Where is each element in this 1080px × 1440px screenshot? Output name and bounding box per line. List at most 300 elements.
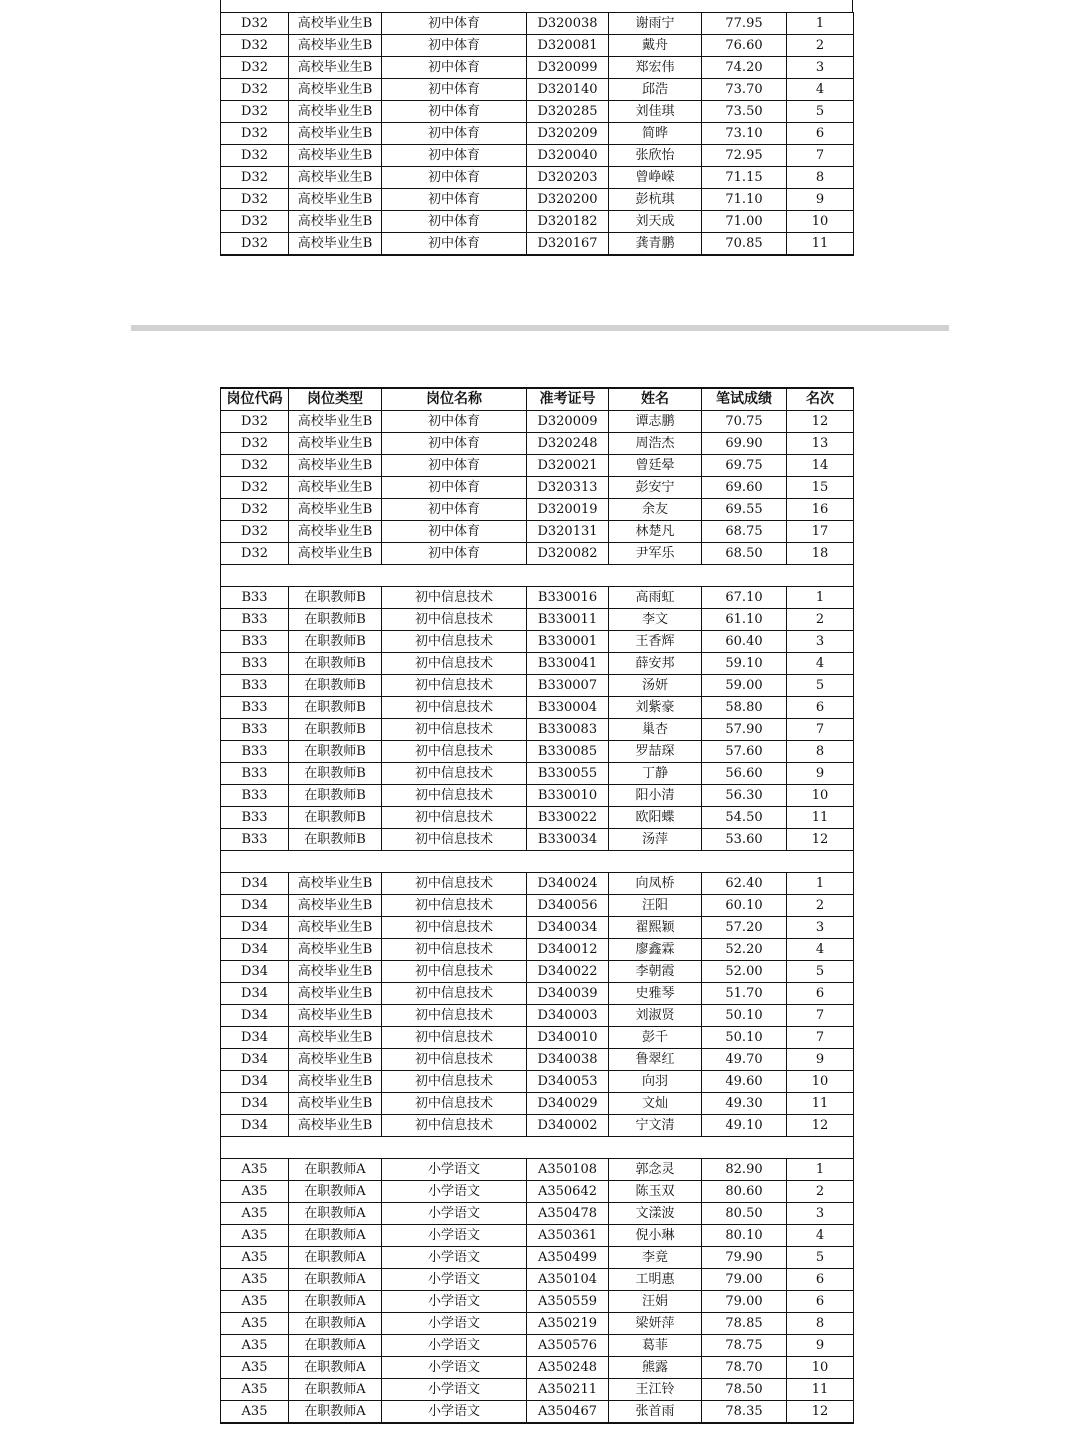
- cell-exam-number: D320040: [527, 145, 609, 167]
- table-row: [221, 145, 854, 167]
- cell-written-score: 69.55: [702, 499, 787, 521]
- cell-exam-number: A350478: [527, 1203, 609, 1225]
- cell-exam-number: D340056: [527, 895, 609, 917]
- cell-rank: 3: [787, 57, 854, 79]
- cell-position-type: 高校毕业生B: [289, 1071, 382, 1093]
- cell-written-score: 79.00: [702, 1291, 787, 1313]
- cell-name: 李文: [609, 609, 702, 631]
- cell-position-code: B33: [221, 653, 289, 675]
- cell-position-type: 高校毕业生B: [289, 433, 382, 455]
- cell-rank: 11: [787, 1379, 854, 1401]
- table-row: [221, 1181, 854, 1203]
- cell-written-score: 76.60: [702, 35, 787, 57]
- cell-exam-number: D320182: [527, 211, 609, 233]
- cell-exam-number: A350219: [527, 1313, 609, 1335]
- table-row: [221, 741, 854, 763]
- cell-exam-number: A350211: [527, 1379, 609, 1401]
- cell-rank: 1: [787, 587, 854, 609]
- cell-position-name: 小学语文: [382, 1291, 527, 1313]
- cell-position-type: 高校毕业生B: [289, 1049, 382, 1071]
- cell-position-code: D32: [221, 167, 289, 189]
- cell-position-type: 高校毕业生B: [289, 57, 382, 79]
- cell-exam-number: B330083: [527, 719, 609, 741]
- header-position-type: 岗位类型: [289, 388, 382, 411]
- cell-exam-number: D320140: [527, 79, 609, 101]
- table-row: [221, 1203, 854, 1225]
- table-row: [221, 433, 854, 455]
- cell-rank: 10: [787, 211, 854, 233]
- cell-rank: 18: [787, 543, 854, 565]
- cell-written-score: 79.90: [702, 1247, 787, 1269]
- cell-name: 曾峥嵘: [609, 167, 702, 189]
- cell-position-name: 初中体育: [382, 57, 527, 79]
- cell-name: 陈玉双: [609, 1181, 702, 1203]
- cell-written-score: 69.60: [702, 477, 787, 499]
- cell-position-type: 在职教师B: [289, 719, 382, 741]
- cell-exam-number: D340003: [527, 1005, 609, 1027]
- cell-position-type: 高校毕业生B: [289, 13, 382, 35]
- cell-rank: 6: [787, 1291, 854, 1313]
- cell-written-score: 57.20: [702, 917, 787, 939]
- cell-position-type: 高校毕业生B: [289, 1005, 382, 1027]
- cell-position-code: B33: [221, 675, 289, 697]
- table-row: [221, 1379, 854, 1401]
- cell-position-type: 在职教师A: [289, 1269, 382, 1291]
- table-row: [221, 521, 854, 543]
- table-row: [221, 1313, 854, 1335]
- cell-position-name: 初中信息技术: [382, 1005, 527, 1027]
- cell-written-score: 68.50: [702, 543, 787, 565]
- cell-exam-number: D340024: [527, 873, 609, 895]
- cell-rank: 6: [787, 1269, 854, 1291]
- table-row: [221, 675, 854, 697]
- cell-position-code: D32: [221, 433, 289, 455]
- cell-exam-number: A350559: [527, 1291, 609, 1313]
- cell-position-type: 高校毕业生B: [289, 79, 382, 101]
- cell-position-type: 在职教师A: [289, 1357, 382, 1379]
- cell-exam-number: D340002: [527, 1115, 609, 1137]
- cell-rank: 13: [787, 433, 854, 455]
- cell-name: 汤妍: [609, 675, 702, 697]
- cell-position-name: 初中信息技术: [382, 961, 527, 983]
- cell-position-name: 初中体育: [382, 189, 527, 211]
- cell-position-name: 小学语文: [382, 1269, 527, 1291]
- cell-written-score: 51.70: [702, 983, 787, 1005]
- table-row: [221, 455, 854, 477]
- cell-exam-number: B330010: [527, 785, 609, 807]
- cell-rank: 17: [787, 521, 854, 543]
- cell-written-score: 60.40: [702, 631, 787, 653]
- cell-rank: 9: [787, 763, 854, 785]
- cell-exam-number: B330004: [527, 697, 609, 719]
- cell-position-code: D32: [221, 57, 289, 79]
- top-table-continuation: [220, 0, 853, 12]
- cell-position-name: 初中信息技术: [382, 741, 527, 763]
- cell-position-code: B33: [221, 807, 289, 829]
- table-row: [221, 57, 854, 79]
- header-position-code: 岗位代码: [221, 388, 289, 411]
- cell-name: 刘天成: [609, 211, 702, 233]
- cell-name: 廖鑫霖: [609, 939, 702, 961]
- table-row: [221, 477, 854, 499]
- cell-rank: 10: [787, 785, 854, 807]
- cell-name: 史雅琴: [609, 983, 702, 1005]
- table-row: [221, 1093, 854, 1115]
- cell-rank: 16: [787, 499, 854, 521]
- cell-position-name: 小学语文: [382, 1203, 527, 1225]
- table-row: [221, 1357, 854, 1379]
- table-row: [221, 697, 854, 719]
- cell-position-code: A35: [221, 1159, 289, 1181]
- cell-position-name: 小学语文: [382, 1401, 527, 1424]
- cell-position-type: 在职教师B: [289, 807, 382, 829]
- cell-position-code: B33: [221, 697, 289, 719]
- cell-rank: 2: [787, 1181, 854, 1203]
- cell-position-type: 高校毕业生B: [289, 35, 382, 57]
- cell-position-type: 高校毕业生B: [289, 521, 382, 543]
- cell-rank: 7: [787, 1027, 854, 1049]
- table-row: [221, 785, 854, 807]
- cell-rank: 10: [787, 1071, 854, 1093]
- cell-name: 王江铃: [609, 1379, 702, 1401]
- cell-position-code: B33: [221, 609, 289, 631]
- cell-exam-number: A350467: [527, 1401, 609, 1424]
- cell-position-type: 在职教师B: [289, 631, 382, 653]
- cell-name: 王香辉: [609, 631, 702, 653]
- table-row: [221, 1049, 854, 1071]
- cell-exam-number: A350576: [527, 1335, 609, 1357]
- cell-name: 文漾波: [609, 1203, 702, 1225]
- cell-position-type: 在职教师B: [289, 587, 382, 609]
- cell-name: 林楚凡: [609, 521, 702, 543]
- cell-exam-number: B330011: [527, 609, 609, 631]
- cell-written-score: 71.00: [702, 211, 787, 233]
- cell-name: 张欣怡: [609, 145, 702, 167]
- cell-position-type: 在职教师B: [289, 829, 382, 851]
- table-row: [221, 1247, 854, 1269]
- cell-written-score: 69.75: [702, 455, 787, 477]
- table-row: [221, 1269, 854, 1291]
- cell-position-name: 小学语文: [382, 1313, 527, 1335]
- cell-position-name: 小学语文: [382, 1357, 527, 1379]
- cell-name: 曾廷晕: [609, 455, 702, 477]
- cell-name: 周浩杰: [609, 433, 702, 455]
- cell-position-code: B33: [221, 785, 289, 807]
- cell-position-code: D34: [221, 917, 289, 939]
- cell-exam-number: D320082: [527, 543, 609, 565]
- cell-position-code: D32: [221, 521, 289, 543]
- cell-position-name: 初中体育: [382, 101, 527, 123]
- table-row: [221, 13, 854, 35]
- cell-rank: 2: [787, 895, 854, 917]
- table-row: [221, 1005, 854, 1027]
- cell-exam-number: B330055: [527, 763, 609, 785]
- cell-name: 丁静: [609, 763, 702, 785]
- table-row: [221, 653, 854, 675]
- cell-position-name: 小学语文: [382, 1181, 527, 1203]
- cell-position-type: 在职教师A: [289, 1401, 382, 1424]
- cell-position-name: 初中信息技术: [382, 1071, 527, 1093]
- cell-rank: 1: [787, 13, 854, 35]
- cell-position-name: 初中信息技术: [382, 675, 527, 697]
- cell-position-type: 高校毕业生B: [289, 189, 382, 211]
- header-rank: 名次: [787, 388, 854, 411]
- cell-rank: 11: [787, 807, 854, 829]
- cell-name: 工明惠: [609, 1269, 702, 1291]
- cell-rank: 8: [787, 1313, 854, 1335]
- table-row: [221, 873, 854, 895]
- cell-name: 谢雨宁: [609, 13, 702, 35]
- table-row: [221, 233, 854, 256]
- empty-cell: [221, 1137, 854, 1159]
- cell-rank: 6: [787, 697, 854, 719]
- cell-written-score: 54.50: [702, 807, 787, 829]
- cell-exam-number: D320200: [527, 189, 609, 211]
- cell-written-score: 73.50: [702, 101, 787, 123]
- cell-position-type: 在职教师A: [289, 1181, 382, 1203]
- cell-rank: 4: [787, 653, 854, 675]
- table-row: [221, 101, 854, 123]
- table-row: [221, 1291, 854, 1313]
- table-row: [221, 411, 854, 433]
- table-row: [221, 631, 854, 653]
- cell-rank: 11: [787, 1093, 854, 1115]
- cell-position-name: 小学语文: [382, 1247, 527, 1269]
- cell-rank: 1: [787, 1159, 854, 1181]
- cell-position-name: 初中信息技术: [382, 917, 527, 939]
- table-row: [221, 35, 854, 57]
- cell-position-name: 初中体育: [382, 35, 527, 57]
- cell-position-name: 初中信息技术: [382, 785, 527, 807]
- cell-position-type: 在职教师A: [289, 1247, 382, 1269]
- cell-written-score: 78.85: [702, 1313, 787, 1335]
- table-row: [221, 1071, 854, 1093]
- cell-position-name: 初中体育: [382, 123, 527, 145]
- cell-exam-number: B330007: [527, 675, 609, 697]
- cell-position-code: D32: [221, 477, 289, 499]
- cell-rank: 9: [787, 1335, 854, 1357]
- cell-position-name: 初中体育: [382, 521, 527, 543]
- cell-written-score: 79.00: [702, 1269, 787, 1291]
- cell-position-type: 在职教师B: [289, 675, 382, 697]
- cell-position-name: 初中信息技术: [382, 1027, 527, 1049]
- cell-position-type: 高校毕业生B: [289, 167, 382, 189]
- cell-written-score: 73.70: [702, 79, 787, 101]
- cell-rank: 12: [787, 1401, 854, 1424]
- group-separator-row: [221, 1137, 854, 1159]
- cell-exam-number: A350642: [527, 1181, 609, 1203]
- cell-position-type: 高校毕业生B: [289, 895, 382, 917]
- cell-written-score: 50.10: [702, 1027, 787, 1049]
- cell-written-score: 50.10: [702, 1005, 787, 1027]
- cell-position-type: 高校毕业生B: [289, 543, 382, 565]
- cell-position-code: D34: [221, 873, 289, 895]
- header-position-name: 岗位名称: [382, 388, 527, 411]
- cell-name: 向凤桥: [609, 873, 702, 895]
- cell-exam-number: D320021: [527, 455, 609, 477]
- cell-exam-number: B330041: [527, 653, 609, 675]
- cell-exam-number: D320019: [527, 499, 609, 521]
- table-row: [221, 609, 854, 631]
- cell-name: 梁妍萍: [609, 1313, 702, 1335]
- cell-written-score: 62.40: [702, 873, 787, 895]
- header-written-score: 笔试成绩: [702, 388, 787, 411]
- cell-written-score: 82.90: [702, 1159, 787, 1181]
- cell-position-code: B33: [221, 829, 289, 851]
- cell-name: 巢杏: [609, 719, 702, 741]
- cell-position-type: 在职教师A: [289, 1313, 382, 1335]
- cell-rank: 4: [787, 79, 854, 101]
- cell-rank: 12: [787, 1115, 854, 1137]
- cell-position-type: 高校毕业生B: [289, 1027, 382, 1049]
- cell-written-score: 78.35: [702, 1401, 787, 1424]
- cell-position-code: D32: [221, 35, 289, 57]
- cell-exam-number: A350361: [527, 1225, 609, 1247]
- cell-rank: 10: [787, 1357, 854, 1379]
- cell-written-score: 56.30: [702, 785, 787, 807]
- cell-exam-number: D320131: [527, 521, 609, 543]
- cell-written-score: 49.10: [702, 1115, 787, 1137]
- cell-rank: 12: [787, 411, 854, 433]
- cell-position-code: A35: [221, 1203, 289, 1225]
- cell-position-code: B33: [221, 631, 289, 653]
- cell-exam-number: D320081: [527, 35, 609, 57]
- cell-position-name: 初中信息技术: [382, 587, 527, 609]
- cell-name: 余友: [609, 499, 702, 521]
- cell-name: 欧阳蝶: [609, 807, 702, 829]
- table-row: [221, 807, 854, 829]
- cell-name: 李朝霞: [609, 961, 702, 983]
- table-row: [221, 1225, 854, 1247]
- cell-position-name: 初中体育: [382, 13, 527, 35]
- cell-name: 刘佳琪: [609, 101, 702, 123]
- table-row: [221, 1027, 854, 1049]
- cell-position-name: 初中信息技术: [382, 1049, 527, 1071]
- cell-position-type: 高校毕业生B: [289, 477, 382, 499]
- cell-position-type: 在职教师A: [289, 1159, 382, 1181]
- cell-rank: 7: [787, 145, 854, 167]
- cell-written-score: 57.60: [702, 741, 787, 763]
- empty-cell: [221, 565, 854, 587]
- cell-position-name: 小学语文: [382, 1225, 527, 1247]
- header-name: 姓名: [609, 388, 702, 411]
- cell-name: 郑宏伟: [609, 57, 702, 79]
- cell-position-type: 在职教师B: [289, 763, 382, 785]
- table-row: [221, 983, 854, 1005]
- cell-position-type: 在职教师A: [289, 1291, 382, 1313]
- cell-position-type: 高校毕业生B: [289, 873, 382, 895]
- cell-name: 龚青鹏: [609, 233, 702, 256]
- cell-written-score: 80.50: [702, 1203, 787, 1225]
- cell-position-type: 高校毕业生B: [289, 211, 382, 233]
- cell-position-name: 初中信息技术: [382, 873, 527, 895]
- cell-position-name: 初中信息技术: [382, 829, 527, 851]
- group-separator-row: [221, 851, 854, 873]
- cell-rank: 12: [787, 829, 854, 851]
- cell-written-score: 53.60: [702, 829, 787, 851]
- cell-rank: 6: [787, 983, 854, 1005]
- cell-position-code: A35: [221, 1379, 289, 1401]
- cell-position-name: 初中体育: [382, 477, 527, 499]
- page-divider: [131, 325, 949, 331]
- cell-name: 尹军乐: [609, 543, 702, 565]
- cell-position-code: D32: [221, 101, 289, 123]
- cell-position-code: D32: [221, 455, 289, 477]
- cell-written-score: 74.20: [702, 57, 787, 79]
- cell-position-code: D32: [221, 123, 289, 145]
- cell-exam-number: B330016: [527, 587, 609, 609]
- cell-position-code: B33: [221, 741, 289, 763]
- empty-cell: [221, 851, 854, 873]
- cell-position-code: D34: [221, 1049, 289, 1071]
- cell-position-name: 初中体育: [382, 211, 527, 233]
- cell-rank: 8: [787, 741, 854, 763]
- cell-position-name: 小学语文: [382, 1335, 527, 1357]
- cell-position-type: 高校毕业生B: [289, 499, 382, 521]
- cell-position-name: 初中信息技术: [382, 1093, 527, 1115]
- cell-rank: 14: [787, 455, 854, 477]
- cell-exam-number: B330085: [527, 741, 609, 763]
- cell-position-type: 高校毕业生B: [289, 983, 382, 1005]
- cell-position-type: 高校毕业生B: [289, 961, 382, 983]
- cell-exam-number: D340053: [527, 1071, 609, 1093]
- cell-position-name: 初中信息技术: [382, 653, 527, 675]
- cell-position-code: D34: [221, 983, 289, 1005]
- score-table-bottom: [220, 387, 854, 1424]
- cell-exam-number: D320038: [527, 13, 609, 35]
- table-row: [221, 895, 854, 917]
- cell-position-name: 初中信息技术: [382, 939, 527, 961]
- table-row: [221, 123, 854, 145]
- cell-rank: 6: [787, 123, 854, 145]
- cell-position-name: 初中体育: [382, 543, 527, 565]
- cell-exam-number: B330001: [527, 631, 609, 653]
- table-row: [221, 939, 854, 961]
- cell-position-type: 高校毕业生B: [289, 411, 382, 433]
- cell-written-score: 72.95: [702, 145, 787, 167]
- cell-rank: 4: [787, 939, 854, 961]
- cell-name: 汤萍: [609, 829, 702, 851]
- cell-name: 谭志鹏: [609, 411, 702, 433]
- cell-written-score: 69.90: [702, 433, 787, 455]
- cell-position-name: 初中信息技术: [382, 697, 527, 719]
- cell-rank: 1: [787, 873, 854, 895]
- cell-position-code: D34: [221, 895, 289, 917]
- cell-rank: 7: [787, 719, 854, 741]
- cell-exam-number: A350108: [527, 1159, 609, 1181]
- cell-position-type: 在职教师B: [289, 697, 382, 719]
- cell-position-name: 初中体育: [382, 79, 527, 101]
- table-row: [221, 167, 854, 189]
- cell-position-code: D34: [221, 1027, 289, 1049]
- cell-name: 汪阳: [609, 895, 702, 917]
- cell-position-type: 高校毕业生B: [289, 145, 382, 167]
- cell-written-score: 49.60: [702, 1071, 787, 1093]
- cell-position-code: D32: [221, 233, 289, 256]
- cell-position-type: 在职教师B: [289, 785, 382, 807]
- cell-name: 邱浩: [609, 79, 702, 101]
- cell-position-name: 初中体育: [382, 167, 527, 189]
- cell-position-type: 高校毕业生B: [289, 1093, 382, 1115]
- cell-position-code: B33: [221, 763, 289, 785]
- cell-rank: 8: [787, 167, 854, 189]
- cell-rank: 5: [787, 101, 854, 123]
- cell-name: 刘紫豪: [609, 697, 702, 719]
- table-row: [221, 719, 854, 741]
- cell-position-type: 在职教师A: [289, 1203, 382, 1225]
- cell-written-score: 58.80: [702, 697, 787, 719]
- table-row: [221, 587, 854, 609]
